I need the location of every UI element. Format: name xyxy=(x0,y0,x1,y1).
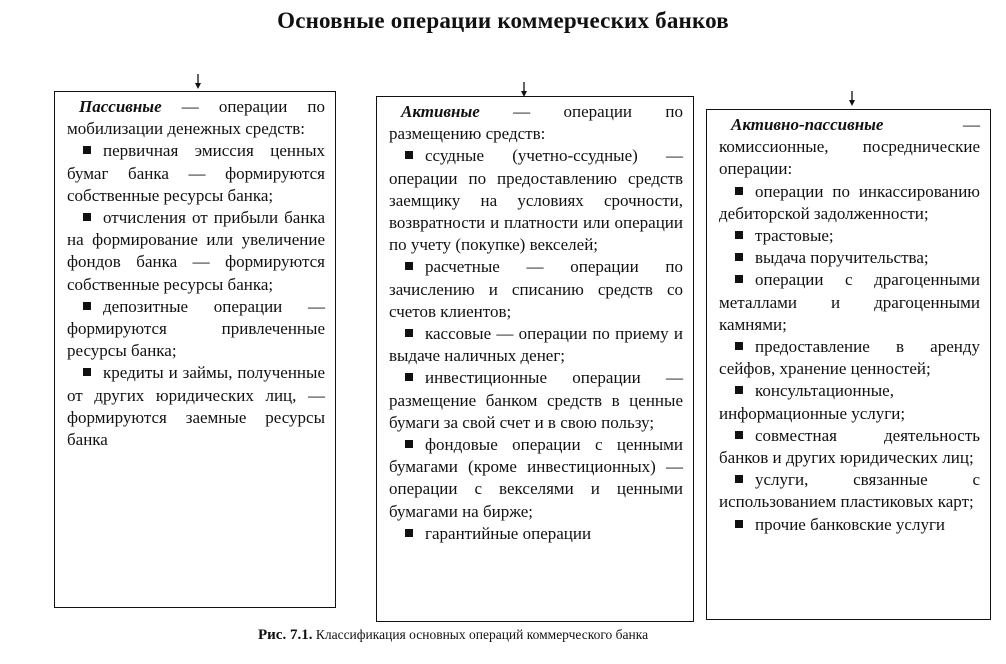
bullet-icon xyxy=(735,253,743,261)
bullet-icon xyxy=(405,440,413,448)
figure-caption xyxy=(258,627,648,644)
bullet-icon xyxy=(405,151,413,159)
arrow-down-icon xyxy=(193,74,203,90)
passive-operations-box xyxy=(54,91,336,608)
bullet-icon xyxy=(83,302,91,310)
bullet-icon xyxy=(735,275,743,283)
bullet-icon xyxy=(405,373,413,381)
list-item-text: фондовые операции с ценными бумагами (кроме инвестиционных) — операции с векселями и ценными бумагами на бирже; xyxy=(389,435,683,521)
bullet-icon xyxy=(735,475,743,483)
bullet-icon xyxy=(83,146,91,154)
list-item xyxy=(389,434,683,523)
list-item xyxy=(719,225,980,247)
box-heading: Активно-пассивные xyxy=(731,115,884,134)
box-heading: Пассивные xyxy=(79,97,162,116)
box-intro xyxy=(67,96,325,140)
list-item xyxy=(389,523,683,545)
list-item-text: предоставление в аренду сейфов, хранение ценностей; xyxy=(719,337,980,379)
bullet-icon xyxy=(405,262,413,270)
list-item-text: расчетные — операции по зачислению и списанию средств со счетов клиентов; xyxy=(389,257,683,321)
box-intro-text: — операции по размещению средств: xyxy=(389,102,683,144)
list-item xyxy=(719,514,980,536)
list-item xyxy=(719,181,980,225)
bullet-icon xyxy=(735,520,743,528)
arrow-down-icon xyxy=(847,91,857,107)
bullet-icon xyxy=(735,431,743,439)
bullet-icon xyxy=(83,213,91,221)
list-item-text: операции с драгоценными металлами и драгоценными камнями; xyxy=(719,270,980,334)
list-item-text: консультационные, информационные услуги; xyxy=(719,381,906,423)
bullet-icon xyxy=(735,386,743,394)
list-item-text: услуги, связанные с использованием пластиковых карт; xyxy=(719,470,980,512)
diagram-title: Основные операции коммерческих банков xyxy=(277,8,729,33)
list-item xyxy=(719,380,980,424)
list-item xyxy=(67,140,325,207)
list-item xyxy=(719,247,980,269)
list-item xyxy=(389,367,683,434)
bullet-icon xyxy=(405,529,413,537)
list-item-text: трастовые; xyxy=(755,226,834,246)
list-item-text: кредиты и займы, полученные от других юридических лиц, — формируются заемные ресурсы банка xyxy=(67,363,325,450)
active-operations-box xyxy=(376,96,694,622)
list-item xyxy=(67,296,325,363)
list-item-text: совместная деятельность банков и других юридических лиц; xyxy=(719,425,980,468)
box-intro xyxy=(719,114,980,181)
bullet-icon xyxy=(405,329,413,337)
list-item-text: кассовые — операции по приему и выдаче наличных денег; xyxy=(389,324,683,366)
bullet-icon xyxy=(735,342,743,350)
box-intro xyxy=(389,101,683,145)
list-item-text: первичная эмиссия ценных бумаг банка — формируются собственные ресурсы банка; xyxy=(67,141,325,205)
bullet-icon xyxy=(735,187,743,195)
list-item xyxy=(719,425,980,469)
list-item xyxy=(719,269,980,336)
bullet-icon xyxy=(735,231,743,239)
list-item-text: выдача поручительства; xyxy=(755,248,929,268)
list-item xyxy=(719,336,980,380)
list-item xyxy=(389,323,683,367)
box-intro-text: — комиссионные, посреднические операции: xyxy=(719,115,980,179)
list-item xyxy=(67,207,325,296)
list-item xyxy=(67,362,325,451)
caption-text: Классификация основных операций коммерческого банка xyxy=(312,627,649,642)
figure-number: Рис. 7.1. xyxy=(258,627,313,643)
list-item-text: гарантийные операции xyxy=(425,523,592,543)
list-item-text: инвестиционные операции — размещение банком средств в ценные бумаги за свой счет и в свою пользу; xyxy=(389,368,683,432)
list-item xyxy=(389,256,683,323)
bullet-icon xyxy=(83,368,91,376)
list-item-text: прочие банковские услуги xyxy=(755,514,946,534)
list-item-text: ссудные (учетно-ссудные) — операции по предоставлению средств заемщику на условиях срочности, возвратности и платности или операции по учету (покупке) векселей; xyxy=(389,146,683,255)
active-passive-operations-box xyxy=(706,109,991,620)
list-item-text: депозитные операции — формируются привлеченные ресурсы банка; xyxy=(67,296,325,361)
list-item xyxy=(719,469,980,513)
list-item-text: операции по инкассированию дебиторской задолженности; xyxy=(719,181,980,223)
list-item xyxy=(389,145,683,256)
box-heading: Активные xyxy=(401,102,480,121)
list-item-text: отчисления от прибыли банка на формирование или увеличение фондов банка — формируются собственные ресурсы банка; xyxy=(67,208,325,294)
box-intro-text: — операции по мобилизации денежных средств: xyxy=(67,97,325,139)
